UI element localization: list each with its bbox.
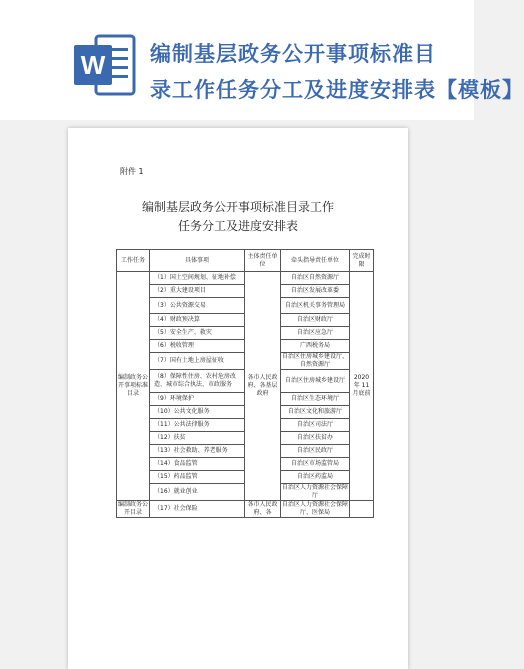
group1-responsible: 各市人民政府、各基层政府	[245, 272, 281, 501]
lead-cell: 自治区住房城乡建设厅	[281, 370, 350, 393]
group1-deadline: 2020 年 11 月底前	[350, 272, 374, 501]
lead-cell: 自治区市场监管局	[281, 458, 350, 471]
item-cell: （14）食品监管	[150, 458, 245, 471]
item-cell: （15）药品监管	[150, 471, 245, 484]
lead-cell: 自治区人力资源社会保障厅、医保局	[282, 501, 349, 516]
document-title-line-2: 任务分工及进度安排表	[177, 219, 298, 233]
document-preview	[68, 128, 408, 669]
annex-label: 附件 1	[120, 167, 144, 176]
header-deadline: 完成时限	[350, 250, 374, 272]
word-icon	[70, 30, 140, 100]
lead-cell: 自治区人力资源社会保障厅	[282, 484, 349, 499]
item-cell: （6）税收管理	[150, 340, 245, 353]
lead-cell: 自治区住房城乡建设厅、自然资源厅	[282, 353, 349, 368]
lead-cell: 自治区民政厅	[281, 445, 350, 458]
item-cell: （12）扶贫	[150, 432, 245, 445]
table-header-row	[117, 250, 374, 272]
lead-cell: 自治区自然资源厅	[281, 272, 350, 285]
item-cell: （8）保障性住房、农村危房改造、城市综合执法、市政服务	[150, 370, 245, 393]
table-row	[117, 501, 374, 518]
group2-deadline	[350, 501, 374, 518]
lead-cell: 自治区司法厅	[281, 419, 350, 432]
item-cell: （2）重大建设项目	[150, 285, 245, 298]
document-title-line-1: 编制基层政务公开事项标准目录工作	[141, 200, 334, 214]
item-cell: （1）国土空间规划、征地补偿	[150, 272, 245, 285]
group1-task: 编制政务公开事项标准目录	[117, 272, 150, 501]
word-logo-letter: W	[80, 50, 106, 80]
page-title-line-2: 录工作任务分工及进度安排表【模板】	[150, 78, 524, 102]
item-cell: （13）社会救助、养老服务	[150, 445, 245, 458]
task-table	[116, 249, 374, 518]
table-row	[117, 272, 374, 285]
item-cell: （11）公共法律服务	[150, 419, 245, 432]
item-cell: （17）社会保险	[150, 501, 245, 518]
lead-cell: 自治区发展改革委	[281, 285, 350, 298]
group2-responsible: 各市人民政府、各	[245, 501, 281, 518]
item-cell: （3）公共资源交易	[150, 298, 245, 314]
header-item: 具体事项	[150, 250, 245, 272]
lead-cell: 自治区扶贫办	[281, 432, 350, 445]
lead-cell: 自治区应急厅	[281, 327, 350, 340]
lead-cell: 自治区药监局	[281, 471, 350, 484]
item-cell: （7）国有土地上房屋征收	[150, 353, 245, 370]
item-cell: （5）安全生产、救灾	[150, 327, 245, 340]
header-task: 工作任务	[117, 250, 150, 272]
lead-cell: 自治区机关事务管理局	[281, 298, 350, 314]
lead-cell: 自治区文化和旅游厅	[281, 406, 350, 419]
lead-cell: 自治区生态环境厅	[281, 393, 350, 406]
page-title-line-1: 编制基层政务公开事项标准目	[150, 42, 436, 66]
lead-cell: 广西税务局	[281, 340, 350, 353]
lead-cell: 自治区财政厅	[281, 314, 350, 327]
header-lead: 牵头指导责任单位	[281, 250, 350, 272]
item-cell: （10）公共文化服务	[150, 406, 245, 419]
header-responsible: 主体责任单位	[245, 250, 281, 272]
item-cell: （4）财政预决算	[150, 314, 245, 327]
group2-task: 编制政务公开目录	[118, 501, 149, 516]
item-cell: （16）就业创业	[150, 484, 245, 501]
page-header	[0, 0, 524, 120]
item-cell: （9）环境保护	[150, 393, 245, 406]
